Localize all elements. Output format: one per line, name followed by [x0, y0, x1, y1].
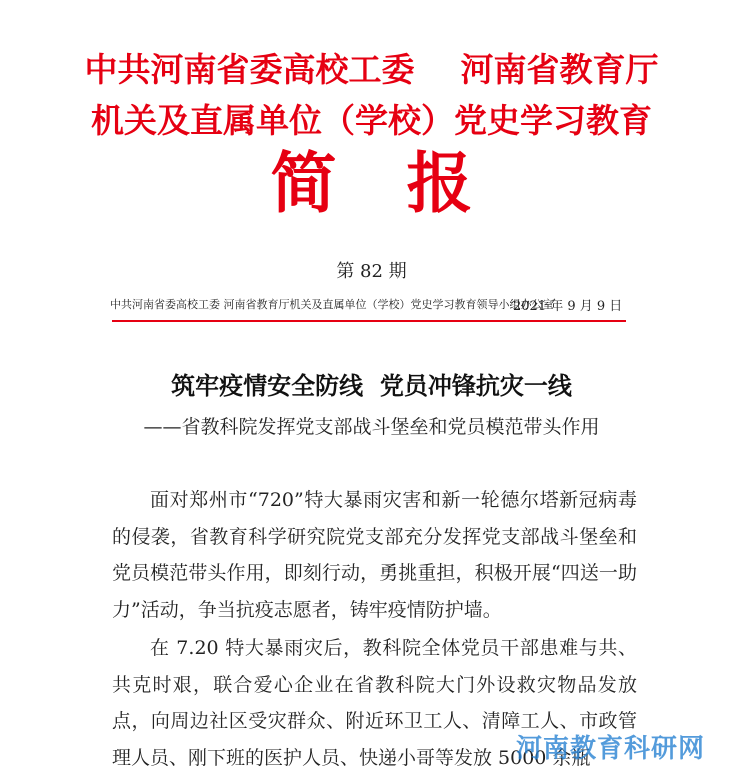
issue-number: 第 82 期 — [336, 261, 407, 282]
site-watermark: 河南教育科研网 — [516, 734, 706, 764]
header-org-line: 中共河南省委高校工委 河南省教育厅 — [84, 50, 659, 89]
issue-date: 2021 年 9 月 9 日 — [513, 299, 623, 314]
issuing-office: 中共河南省委高校工委 河南省教育厅机关及直属单位（学校）党史学习教育领导小组办公室 — [110, 298, 554, 311]
paragraph: 在 7.20 特大暴雨灾后，教科院全体党员干部患难与共、共克时艰，联合爱心企业在省教科院大门外设救灾物品发放点，向周边社区受灾群众、附近环卫工人、清障工人、市政管理人员、刚下班的医护人员、快递小哥等发放 5000 余瓶 — [112, 637, 637, 769]
paragraph: 面对郑州市“720”特大暴雨灾害和新一轮德尔塔新冠病毒的侵袭，省教育科学研究院党支部充分发挥党支部战斗堡垒和党员模范带头作用，即刻行动，勇挑重担，积极开展“四送一助力”活动，争当抗疫志愿者，铸牢疫情防护墙。 — [112, 489, 637, 621]
header-subject-line: 机关及直属单位（学校）党史学习教育 — [91, 101, 652, 140]
header-divider — [112, 320, 626, 322]
brief-title: 简报 — [270, 144, 543, 222]
article-subtitle: ——省教科院发挥党支部战斗堡垒和党员模范带头作用 — [143, 416, 600, 438]
article-title: 筑牢疫情安全防线 党员冲锋抗灾一线 — [171, 371, 572, 400]
